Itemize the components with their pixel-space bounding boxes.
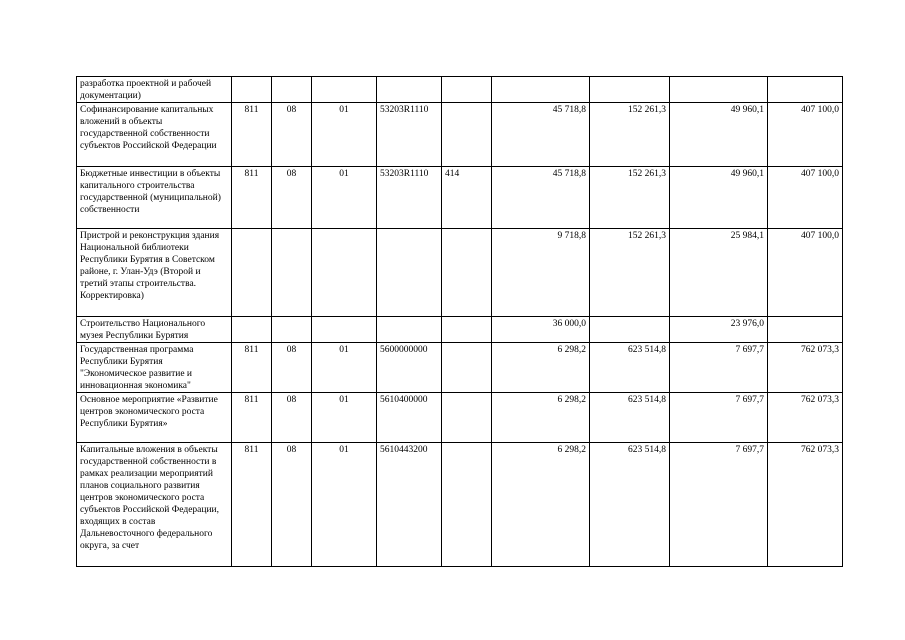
amount-4-cell: 762 073,3 xyxy=(768,393,843,443)
amount-4-cell: 407 100,0 xyxy=(768,103,843,167)
amount-3-cell: 49 960,1 xyxy=(670,103,768,167)
section-code-cell: 08 xyxy=(272,343,312,393)
amount-4-cell: 407 100,0 xyxy=(768,229,843,317)
grbs-code-cell: 811 xyxy=(232,443,272,567)
grbs-code-cell: 811 xyxy=(232,343,272,393)
amount-2-cell: 623 514,8 xyxy=(590,343,670,393)
subsection-code-cell xyxy=(312,317,377,343)
target-article-cell: 53203R1110 xyxy=(377,103,442,167)
grbs-code-cell: 811 xyxy=(232,103,272,167)
amount-3-cell xyxy=(670,77,768,103)
table-row xyxy=(77,229,843,317)
target-article-cell xyxy=(377,77,442,103)
amount-1-cell: 9 718,8 xyxy=(492,229,590,317)
row-name-cell: Государственная программа Республики Бурятия "Экономическое развитие и инновационная экономика" xyxy=(77,343,232,393)
row-name-cell: Пристрой и реконструкция здания Национальной библиотеки Республики Бурятия в Советском районе, г. Улан-Удэ (Второй и третий этапы строительства. Корректировка) xyxy=(77,229,232,317)
grbs-code-cell xyxy=(232,317,272,343)
section-code-cell xyxy=(272,77,312,103)
amount-2-cell: 152 261,3 xyxy=(590,103,670,167)
table-row xyxy=(77,443,843,567)
amount-1-cell: 6 298,2 xyxy=(492,393,590,443)
row-name-cell: Капитальные вложения в объекты государственной собственности в рамках реализации мероприятий планов социального развития центров экономического роста субъектов Российской Федерации, входящих в состав Дальневосточного федерального округа, за счет xyxy=(77,443,232,567)
section-code-cell xyxy=(272,229,312,317)
expense-type-cell xyxy=(442,393,492,443)
amount-2-cell: 152 261,3 xyxy=(590,167,670,229)
amount-1-cell: 45 718,8 xyxy=(492,167,590,229)
table-row xyxy=(77,103,843,167)
target-article-cell: 5600000000 xyxy=(377,343,442,393)
target-article-cell: 5610443200 xyxy=(377,443,442,567)
expense-type-cell xyxy=(442,317,492,343)
amount-1-cell: 36 000,0 xyxy=(492,317,590,343)
target-article-cell: 53203R1110 xyxy=(377,167,442,229)
amount-2-cell: 623 514,8 xyxy=(590,393,670,443)
section-code-cell: 08 xyxy=(272,167,312,229)
section-code-cell xyxy=(272,317,312,343)
section-code-cell: 08 xyxy=(272,103,312,167)
subsection-code-cell: 01 xyxy=(312,393,377,443)
amount-1-cell: 6 298,2 xyxy=(492,343,590,393)
row-name-cell: Софинансирование капитальных вложений в объекты государственной собственности субъектов Российской Федерации xyxy=(77,103,232,167)
amount-1-cell: 6 298,2 xyxy=(492,443,590,567)
subsection-code-cell: 01 xyxy=(312,103,377,167)
subsection-code-cell: 01 xyxy=(312,343,377,393)
expense-type-cell xyxy=(442,343,492,393)
grbs-code-cell: 811 xyxy=(232,167,272,229)
amount-2-cell: 623 514,8 xyxy=(590,443,670,567)
amount-3-cell: 7 697,7 xyxy=(670,443,768,567)
amount-4-cell: 407 100,0 xyxy=(768,167,843,229)
row-name-cell: Строительство Национального музея Республики Бурятия xyxy=(77,317,232,343)
expense-type-cell: 414 xyxy=(442,167,492,229)
amount-3-cell: 49 960,1 xyxy=(670,167,768,229)
target-article-cell: 5610400000 xyxy=(377,393,442,443)
amount-2-cell: 152 261,3 xyxy=(590,229,670,317)
row-name-cell: Основное мероприятие «Развитие центров экономического роста Республики Бурятия» xyxy=(77,393,232,443)
target-article-cell xyxy=(377,317,442,343)
row-name-cell: разработка проектной и рабочей документации) xyxy=(77,77,232,103)
expense-type-cell xyxy=(442,229,492,317)
grbs-code-cell xyxy=(232,229,272,317)
budget-table xyxy=(76,76,843,567)
grbs-code-cell: 811 xyxy=(232,393,272,443)
row-name-cell: Бюджетные инвестиции в объекты капитального строительства государственной (муниципальной) собственности xyxy=(77,167,232,229)
subsection-code-cell: 01 xyxy=(312,167,377,229)
amount-4-cell xyxy=(768,77,843,103)
amount-1-cell xyxy=(492,77,590,103)
amount-4-cell: 762 073,3 xyxy=(768,443,843,567)
amount-3-cell: 23 976,0 xyxy=(670,317,768,343)
expense-type-cell xyxy=(442,443,492,567)
amount-3-cell: 7 697,7 xyxy=(670,343,768,393)
amount-4-cell xyxy=(768,317,843,343)
expense-type-cell xyxy=(442,77,492,103)
table-row xyxy=(77,393,843,443)
amount-2-cell xyxy=(590,77,670,103)
amount-1-cell: 45 718,8 xyxy=(492,103,590,167)
target-article-cell xyxy=(377,229,442,317)
amount-3-cell: 25 984,1 xyxy=(670,229,768,317)
amount-2-cell xyxy=(590,317,670,343)
amount-4-cell: 762 073,3 xyxy=(768,343,843,393)
table-row xyxy=(77,317,843,343)
subsection-code-cell: 01 xyxy=(312,443,377,567)
subsection-code-cell xyxy=(312,229,377,317)
expense-type-cell xyxy=(442,103,492,167)
amount-3-cell: 7 697,7 xyxy=(670,393,768,443)
table-row xyxy=(77,77,843,103)
table-row xyxy=(77,167,843,229)
grbs-code-cell xyxy=(232,77,272,103)
table-row xyxy=(77,343,843,393)
section-code-cell: 08 xyxy=(272,443,312,567)
subsection-code-cell xyxy=(312,77,377,103)
section-code-cell: 08 xyxy=(272,393,312,443)
